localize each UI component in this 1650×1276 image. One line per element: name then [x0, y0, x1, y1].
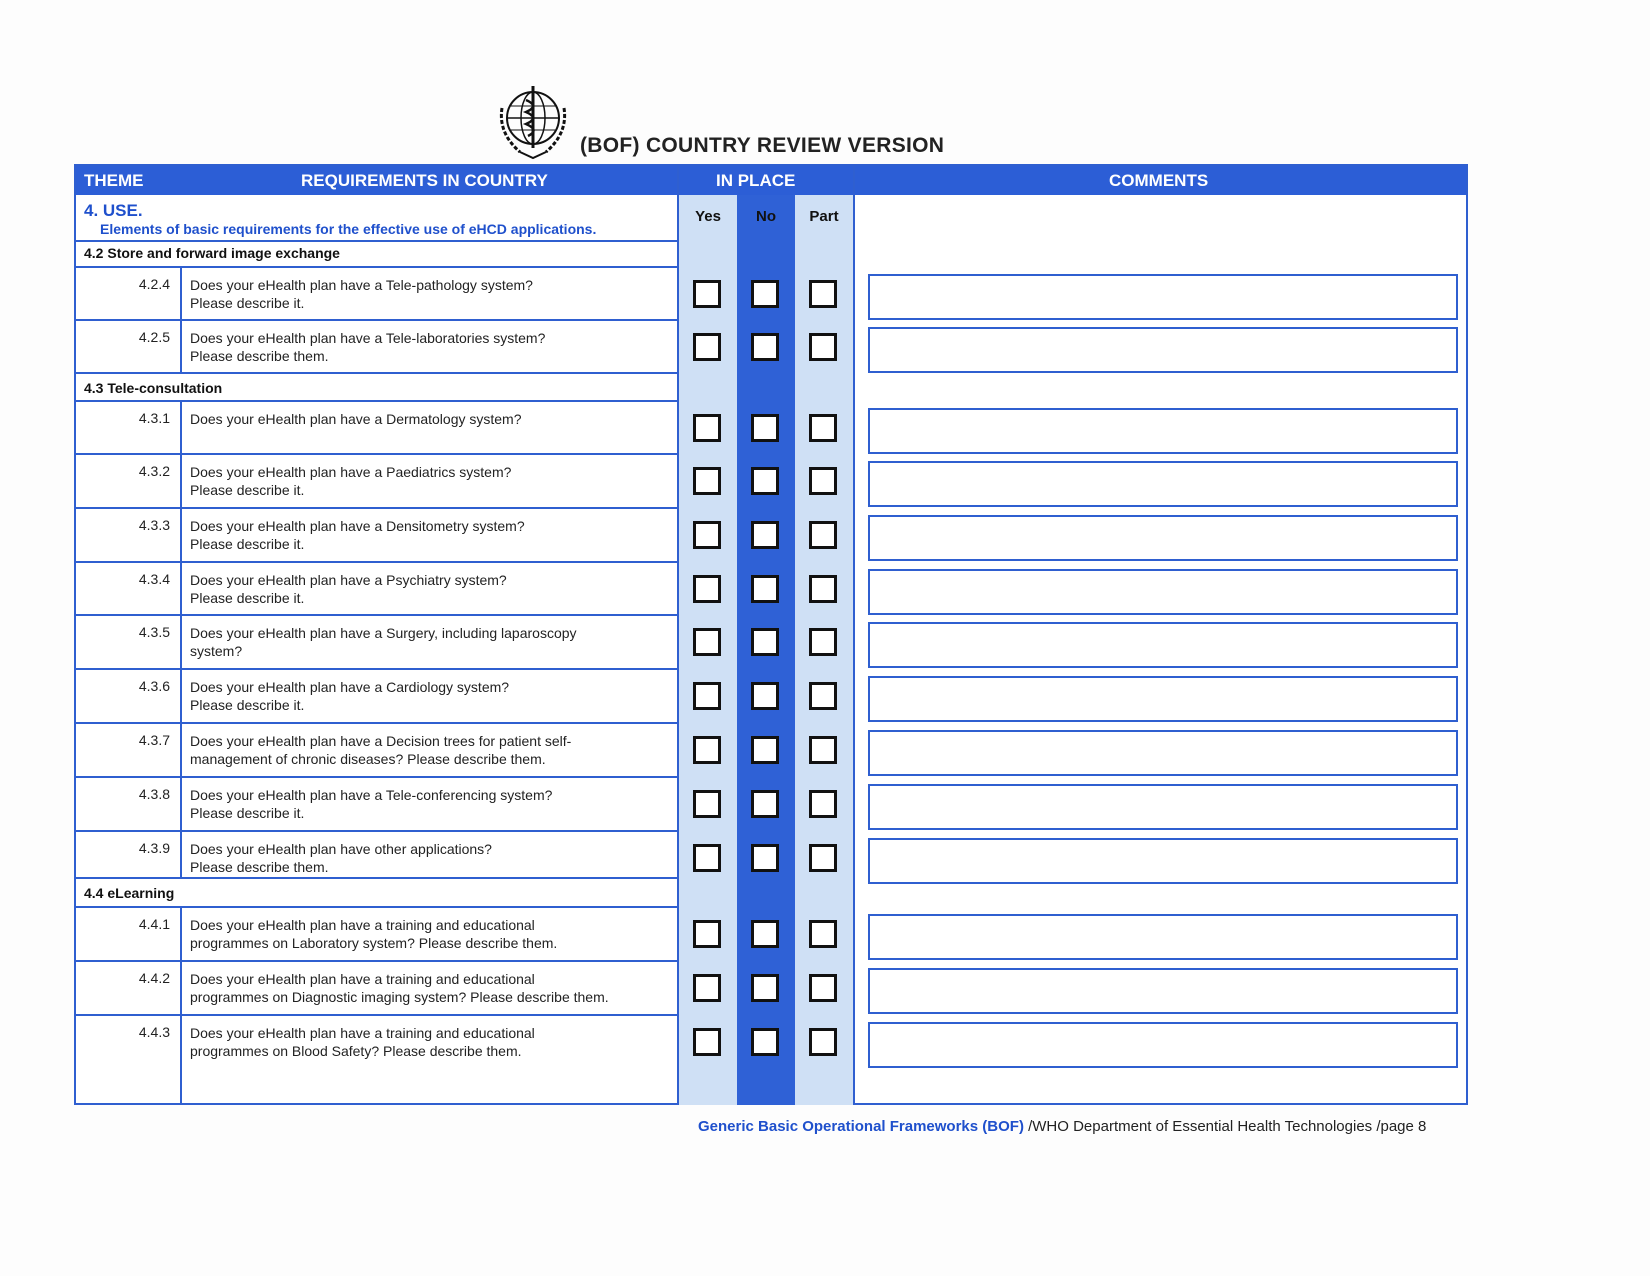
no-checkbox[interactable]	[751, 628, 779, 656]
row-divider	[76, 372, 679, 374]
item-number: 4.4.3	[138, 1024, 170, 1040]
yes-checkbox[interactable]	[693, 844, 721, 872]
no-checkbox[interactable]	[751, 844, 779, 872]
no-checkbox[interactable]	[751, 1028, 779, 1056]
item-number: 4.3.4	[138, 571, 170, 587]
row-divider	[76, 960, 679, 962]
number-divider	[180, 400, 182, 877]
subsection-title: 4.4 eLearning	[84, 885, 175, 901]
no-checkbox[interactable]	[751, 736, 779, 764]
yes-checkbox[interactable]	[693, 790, 721, 818]
question-text: Does your eHealth plan have a Paediatrics system? Please describe it.	[190, 464, 512, 498]
question-text: Does your eHealth plan have a training and educational programmes on Laboratory system? Please describe them.	[190, 917, 558, 951]
part-label: Part	[809, 208, 839, 225]
comment-field[interactable]	[868, 784, 1458, 830]
row-divider	[76, 722, 679, 724]
document-header	[490, 78, 944, 164]
part-checkbox[interactable]	[809, 575, 837, 603]
comment-field[interactable]	[868, 968, 1458, 1014]
item-number: 4.3.5	[138, 624, 170, 640]
yes-checkbox[interactable]	[693, 736, 721, 764]
part-checkbox[interactable]	[809, 467, 837, 495]
question-text: Does your eHealth plan have a Surgery, including laparoscopy system?	[190, 625, 577, 659]
no-checkbox[interactable]	[751, 920, 779, 948]
part-checkbox[interactable]	[809, 280, 837, 308]
question-text: Does your eHealth plan have a Tele-laboratories system? Please describe them.	[190, 330, 546, 364]
question-text: Does your eHealth plan have a Densitometry system? Please describe it.	[190, 518, 525, 552]
header-theme: THEME	[84, 171, 144, 190]
question-text: Does your eHealth plan have a Psychiatry system? Please describe it.	[190, 572, 507, 606]
item-number: 4.4.1	[138, 916, 170, 932]
row-divider	[76, 453, 679, 455]
item-number: 4.3.9	[138, 840, 170, 856]
yes-label: Yes	[695, 208, 721, 225]
part-checkbox[interactable]	[809, 628, 837, 656]
no-checkbox[interactable]	[751, 521, 779, 549]
part-checkbox[interactable]	[809, 414, 837, 442]
part-checkbox[interactable]	[809, 844, 837, 872]
yes-checkbox[interactable]	[693, 628, 721, 656]
no-checkbox[interactable]	[751, 280, 779, 308]
section-heading: 4. USE.	[84, 201, 143, 220]
comment-field[interactable]	[868, 914, 1458, 960]
comment-field[interactable]	[868, 838, 1458, 884]
number-divider	[180, 906, 182, 1105]
row-divider	[76, 906, 679, 908]
header-requirements: REQUIREMENTS IN COUNTRY	[301, 171, 548, 190]
row-divider	[76, 507, 679, 509]
item-number: 4.2.4	[138, 276, 170, 292]
no-checkbox[interactable]	[751, 333, 779, 361]
yes-checkbox[interactable]	[693, 521, 721, 549]
question-text: Does your eHealth plan have a Decision trees for patient self- management of chronic diseases? Please describe them.	[190, 733, 572, 767]
comment-field[interactable]	[868, 274, 1458, 320]
row-divider	[76, 240, 679, 242]
item-number: 4.3.7	[138, 732, 170, 748]
question-text: Does your eHealth plan have a training and educational programmes on Diagnostic imaging system? Please describe them.	[190, 971, 609, 1005]
header-in-place: IN PLACE	[716, 171, 796, 190]
column-divider	[677, 166, 679, 1105]
question-text: Does your eHealth plan have a Cardiology system? Please describe it.	[190, 679, 510, 713]
yes-checkbox[interactable]	[693, 920, 721, 948]
part-checkbox[interactable]	[809, 736, 837, 764]
yes-checkbox[interactable]	[693, 575, 721, 603]
row-divider	[76, 776, 679, 778]
question-text: Does your eHealth plan have a Tele-pathology system? Please describe it.	[190, 277, 533, 311]
row-divider	[76, 319, 679, 321]
item-number: 4.3.1	[138, 410, 170, 426]
review-form	[74, 164, 1468, 1105]
footer-framework-title: Generic Basic Operational Frameworks (BOF)	[698, 1118, 1024, 1135]
comment-field[interactable]	[868, 730, 1458, 776]
no-checkbox[interactable]	[751, 414, 779, 442]
page-footer	[698, 1118, 1426, 1135]
item-number: 4.3.3	[138, 517, 170, 533]
section-description: Elements of basic requirements for the effective use of eHCD applications.	[100, 221, 597, 237]
item-number: 4.3.6	[138, 678, 170, 694]
row-divider	[76, 668, 679, 670]
no-checkbox[interactable]	[751, 974, 779, 1002]
part-checkbox[interactable]	[809, 333, 837, 361]
item-number: 4.3.8	[138, 786, 170, 802]
comment-field[interactable]	[868, 622, 1458, 668]
no-checkbox[interactable]	[751, 790, 779, 818]
yes-checkbox[interactable]	[693, 280, 721, 308]
no-checkbox[interactable]	[751, 467, 779, 495]
subsection-title: 4.3 Tele-consultation	[84, 380, 223, 396]
question-text: Does your eHealth plan have a training and educational programmes on Blood Safety? Please describe them.	[190, 1025, 535, 1059]
column-divider	[853, 166, 855, 1105]
who-emblem-icon	[490, 78, 576, 164]
no-checkbox[interactable]	[751, 575, 779, 603]
row-divider	[76, 400, 679, 402]
header-comments: COMMENTS	[1109, 171, 1209, 190]
part-checkbox[interactable]	[809, 682, 837, 710]
row-divider	[76, 614, 679, 616]
comment-field[interactable]	[868, 515, 1458, 561]
comment-field[interactable]	[868, 1022, 1458, 1068]
subsection-title: 4.2 Store and forward image exchange	[84, 245, 340, 261]
item-number: 4.3.2	[138, 463, 170, 479]
yes-checkbox[interactable]	[693, 1028, 721, 1056]
yes-checkbox[interactable]	[693, 333, 721, 361]
comment-field[interactable]	[868, 408, 1458, 454]
yes-checkbox[interactable]	[693, 414, 721, 442]
question-text: Does your eHealth plan have a Tele-conferencing system? Please describe it.	[190, 787, 553, 821]
row-divider	[76, 266, 679, 268]
yes-checkbox[interactable]	[693, 974, 721, 1002]
document-title: (BOF) COUNTRY REVIEW VERSION	[580, 134, 945, 157]
yes-checkbox[interactable]	[693, 682, 721, 710]
row-divider	[76, 561, 679, 563]
item-number: 4.2.5	[138, 329, 170, 345]
no-label: No	[756, 208, 776, 225]
part-checkbox[interactable]	[809, 920, 837, 948]
yes-checkbox[interactable]	[693, 467, 721, 495]
item-number: 4.4.2	[138, 970, 170, 986]
comment-field[interactable]	[868, 676, 1458, 722]
question-text: Does your eHealth plan have other applications? Please describe them.	[190, 841, 492, 875]
comment-field[interactable]	[868, 461, 1458, 507]
footer-department-page: /WHO Department of Essential Health Technologies /page 8	[1023, 1118, 1427, 1135]
part-checkbox[interactable]	[809, 790, 837, 818]
no-checkbox[interactable]	[751, 682, 779, 710]
part-checkbox[interactable]	[809, 1028, 837, 1056]
comment-field[interactable]	[868, 569, 1458, 615]
part-checkbox[interactable]	[809, 521, 837, 549]
part-checkbox[interactable]	[809, 974, 837, 1002]
row-divider	[76, 830, 679, 832]
row-divider	[76, 877, 679, 879]
row-divider	[76, 1014, 679, 1016]
comment-field[interactable]	[868, 327, 1458, 373]
question-text: Does your eHealth plan have a Dermatology system?	[190, 411, 522, 427]
